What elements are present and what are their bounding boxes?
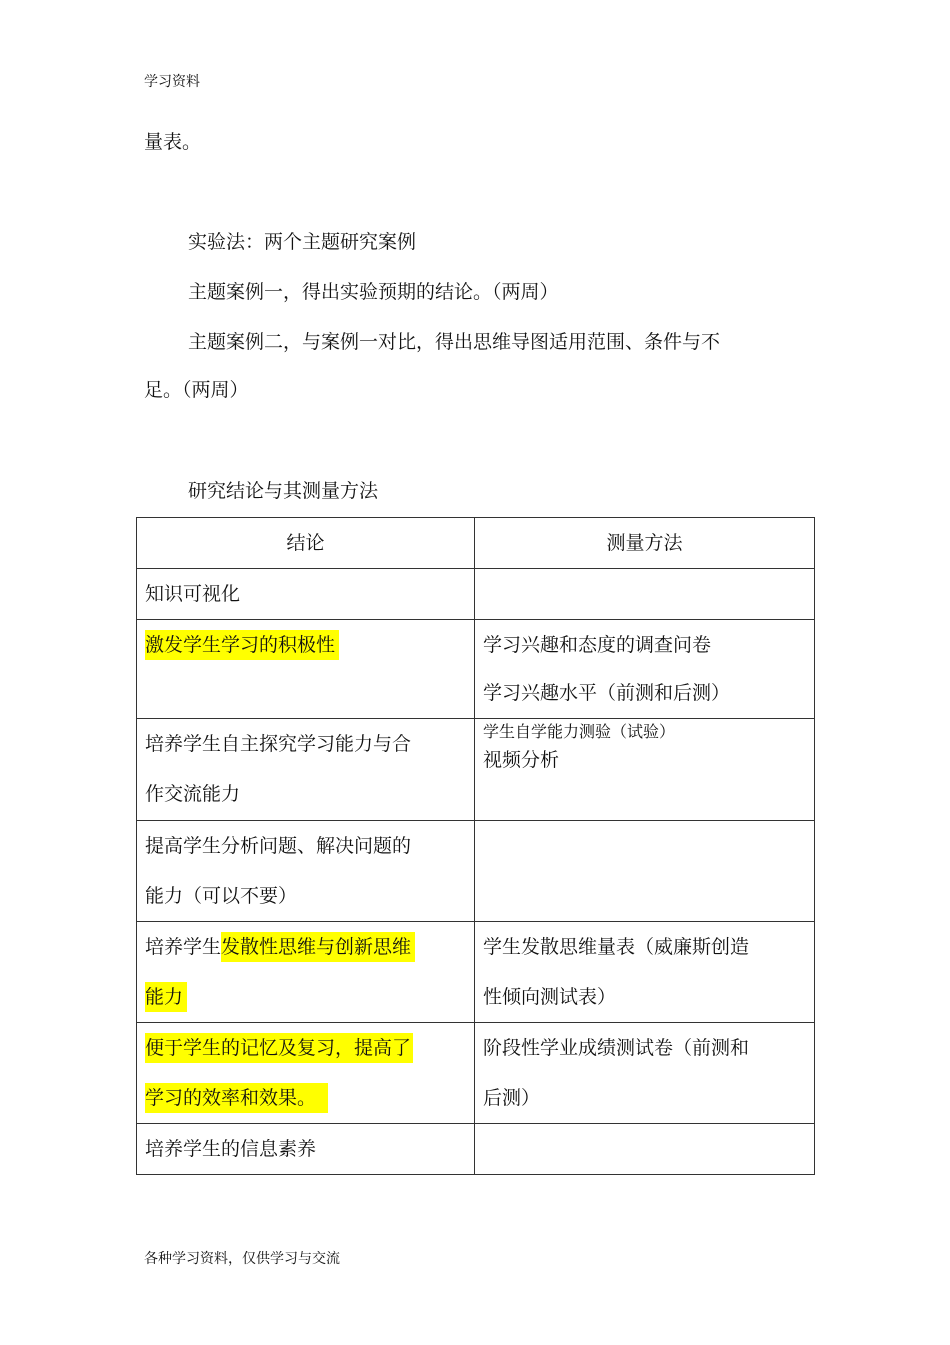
method-cell xyxy=(475,569,815,620)
cell-text: 学习兴趣和态度的调查问卷 xyxy=(483,634,712,656)
cell-text: 阶段性学业成绩测试卷（前测和 xyxy=(483,1037,750,1059)
conclusion-cell xyxy=(137,922,475,1023)
cell-text: 知识可视化 xyxy=(145,583,241,605)
conclusion-cell xyxy=(137,821,475,922)
cell-text: 提高学生分析问题、解决问题的 xyxy=(145,835,412,857)
table-header-row xyxy=(137,518,815,569)
page-footer: 各种学习资料，仅供学习与交流 xyxy=(144,1251,340,1267)
method-cell xyxy=(475,922,815,1023)
cell-text: 作交流能力 xyxy=(145,783,241,805)
paragraph-line: 量表。 xyxy=(144,131,202,153)
highlighted-text: 能力 xyxy=(145,982,187,1012)
paragraph-line: 主题案例二，与案例一对比，得出思维导图适用范围、条件与不 xyxy=(188,331,721,353)
conclusion-cell xyxy=(137,620,475,719)
table-row xyxy=(137,569,815,620)
cell-text: 性倾向测试表） xyxy=(483,986,617,1008)
table-row xyxy=(137,1023,815,1124)
cell-text: 学生发散思维量表（威廉斯创造 xyxy=(483,936,750,958)
cell-text: 培养学生的信息素养 xyxy=(145,1138,317,1160)
table-row xyxy=(137,1124,815,1175)
table-row xyxy=(137,719,815,821)
highlighted-text: 激发学生学习的积极性 xyxy=(145,630,339,660)
column-header: 结论 xyxy=(137,518,475,569)
table-row xyxy=(137,821,815,922)
conclusion-cell xyxy=(137,569,475,620)
highlighted-text: 便于学生的记忆及复习，提高了 xyxy=(145,1033,413,1063)
table-row xyxy=(137,922,815,1023)
paragraph-line: 实验法：两个主题研究案例 xyxy=(188,231,417,253)
cell-text: 学习兴趣水平（前测和后测） xyxy=(483,682,731,704)
method-cell xyxy=(475,1023,815,1124)
conclusion-cell xyxy=(137,719,475,821)
table-title: 研究结论与其测量方法 xyxy=(188,480,379,502)
cell-text: 培养学生自主探究学习能力与合 xyxy=(145,733,412,755)
highlighted-text: 发散性思维与创新思维 xyxy=(221,932,415,962)
conclusion-cell xyxy=(137,1124,475,1175)
cell-text: 培养学生 xyxy=(145,936,222,958)
method-cell xyxy=(475,821,815,922)
paragraph-line: 足。（两周） xyxy=(144,379,249,401)
cell-text: 后测） xyxy=(483,1087,541,1109)
method-cell xyxy=(475,620,815,719)
method-cell xyxy=(475,1124,815,1175)
cell-text: 视频分析 xyxy=(483,749,560,771)
results-table xyxy=(136,517,815,1175)
column-header: 测量方法 xyxy=(475,518,815,569)
highlighted-text: 学习的效率和效果。 xyxy=(145,1083,328,1113)
table-row xyxy=(137,620,815,719)
cell-text: 能力（可以不要） xyxy=(145,885,298,907)
paragraph-line: 主题案例一，得出实验预期的结论。（两周） xyxy=(188,281,559,303)
cell-text: 学生自学能力测验（试验） xyxy=(483,722,676,741)
method-cell xyxy=(475,719,815,821)
page-header: 学习资料 xyxy=(144,74,200,90)
conclusion-cell xyxy=(137,1023,475,1124)
